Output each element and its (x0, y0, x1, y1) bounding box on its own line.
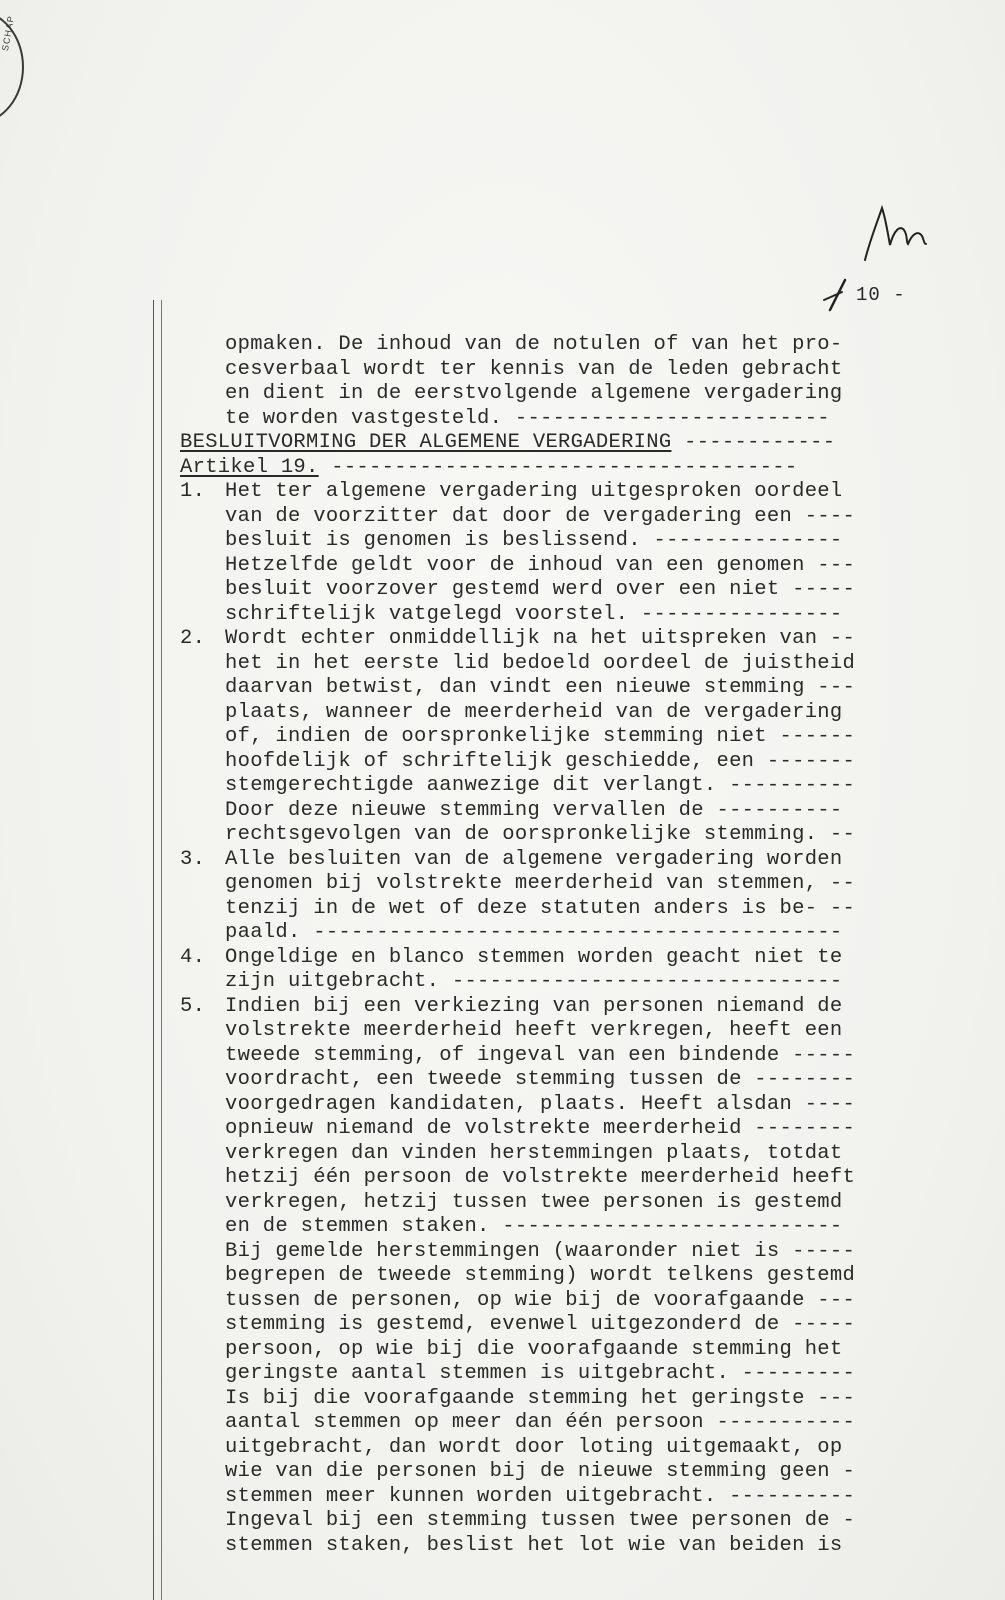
text-line: opmaken. De inhoud van de notulen of van het pro- (225, 333, 843, 356)
text-line: en de stemmen staken. --------------------------- (225, 1215, 843, 1238)
article-heading: Artikel 19. (180, 455, 319, 479)
text-line: tweede stemming, of ingeval van een bindende ----- (225, 1043, 856, 1067)
text-line: of, indien de oorspronkelijke stemming niet ------ (225, 725, 856, 748)
text-line: voorgedragen kandidaten, plaats. Heeft alsdan ---- (225, 1092, 856, 1116)
text-line: hoofdelijk of schriftelijk geschiedde, een ------- (225, 749, 856, 773)
text-line: tussen de personen, op wie bij de voorafgaande --- (225, 1288, 856, 1312)
text-line: het in het eerste lid bedoeld oordeel de juistheid (225, 651, 856, 675)
text-line: volstrekte meerderheid heeft verkregen, heeft een (225, 1019, 843, 1042)
text-line: en dient in de eerstvolgende algemene vergadering (225, 382, 843, 405)
text-line: paald. ------------------------------------------ (225, 921, 843, 944)
text-line: geringste aantal stemmen is uitgebracht. --------- (225, 1362, 856, 1385)
seal-stamp-text: SCHAP (0, 14, 17, 52)
text-line: Is bij die voorafgaande stemming het geringste --- (225, 1386, 856, 1410)
text-line: stemming is gestemd, evenwel uitgezonderd de ----- (225, 1313, 856, 1336)
margin-line-inner (161, 300, 162, 1600)
text-line: hetzij één persoon de volstrekte meerderheid heeft (225, 1166, 856, 1189)
text-line (180, 480, 980, 505)
text-line: wie van die personen bij de nieuwe stemming geen - (225, 1460, 856, 1483)
item-number: 5. (180, 994, 206, 1018)
text-line: voordracht, een tweede stemming tussen de -------- (225, 1068, 856, 1091)
article-item-2 (180, 627, 980, 848)
margin-line-outer (153, 300, 154, 1600)
text-line: te worden vastgesteld. ------------------------- (225, 406, 830, 430)
text-line: opnieuw niemand de volstrekte meerderheid -------- (225, 1117, 856, 1140)
item-text: Het ter algemene vergadering uitgesproken oordeel (225, 480, 843, 503)
text-line: daarvan betwist, dan vindt een nieuwe stemming --- (225, 676, 856, 699)
text-line: persoon, op wie bij die voorafgaande stemming het (225, 1337, 843, 1361)
text-line: begrepen de tweede stemming) wordt telkens gestemd (225, 1264, 856, 1287)
text-line: rechtsgevolgen van de oorspronkelijke stemming. -- (225, 823, 856, 846)
text-line: cesverbaal wordt ter kennis van de leden gebracht (225, 357, 843, 381)
text-line: plaats, wanneer de meerderheid van de vergadering (225, 700, 843, 724)
article-item-4 (180, 946, 980, 995)
text-line: stemmen staken, beslist het lot wie van beiden is (225, 1533, 843, 1557)
item-number: 1. (180, 480, 206, 503)
text-line: tenzij in de wet of deze statuten anders is be- -- (225, 896, 856, 920)
item-text: Indien bij een verkiezing van personen niemand de (225, 994, 843, 1018)
text-line: genomen bij volstrekte meerderheid van stemmen, -- (225, 872, 856, 895)
article-heading-fill: ------------------------------------- (318, 455, 798, 479)
text-line: verkregen, hetzij tussen twee personen is gestemd (225, 1190, 843, 1214)
article-item-5 (180, 995, 980, 1559)
item-text: Ongeldige en blanco stemmen worden geacht niet te (225, 945, 843, 969)
item-text: Alle besluiten van de algemene vergadering worden (225, 847, 843, 871)
item-number: 3. (180, 847, 206, 871)
text-line: stemmen meer kunnen worden uitgebracht. ---------- (225, 1484, 856, 1508)
article-item-1 (180, 480, 980, 627)
text-line: uitgebracht, dan wordt door loting uitgemaakt, op (225, 1435, 843, 1459)
page-number: 10 - (856, 284, 906, 306)
text-line: verkregen dan vinden herstemmingen plaats, totdat (225, 1141, 843, 1165)
text-line: Bij gemelde herstemmingen (waaronder niet is ----- (225, 1239, 856, 1263)
text-line: aantal stemmen op meer dan één persoon ----------- (225, 1411, 856, 1434)
intro-paragraph (180, 333, 980, 431)
article-item-3 (180, 848, 980, 946)
text-line: Hetzelfde geldt voor de inhoud van een genomen --- (225, 553, 856, 577)
text-line: zijn uitgebracht. ------------------------------- (225, 970, 843, 993)
document-body (180, 333, 980, 1558)
section-heading-fill: ------------ (671, 431, 836, 454)
text-line (180, 848, 980, 873)
text-line (180, 995, 980, 1020)
item-text: Wordt echter onmiddellijk na het uitspreken van -- (225, 627, 856, 650)
section-heading: BESLUITVORMING DER ALGEMENE VERGADERING (180, 431, 672, 454)
text-line: stemgerechtigde aanwezige dit verlangt. ---------- (225, 774, 856, 797)
text-line: Ingeval bij een stemming tussen twee personen de - (225, 1509, 856, 1532)
item-number: 4. (180, 945, 206, 969)
text-line: schriftelijk vatgelegd voorstel. ---------------- (225, 602, 843, 626)
item-number: 2. (180, 627, 206, 650)
text-line (180, 627, 980, 652)
article-heading-line (180, 456, 980, 481)
text-line: besluit voorzover gestemd werd over een niet ----- (225, 578, 856, 601)
text-line (180, 946, 980, 971)
text-line: van de voorzitter dat door de vergadering een ---- (225, 504, 856, 528)
section-heading-line (180, 431, 980, 456)
text-line: Door deze nieuwe stemming vervallen de ---------- (225, 798, 843, 822)
text-line: besluit is genomen is beslissend. --------------- (225, 529, 843, 552)
